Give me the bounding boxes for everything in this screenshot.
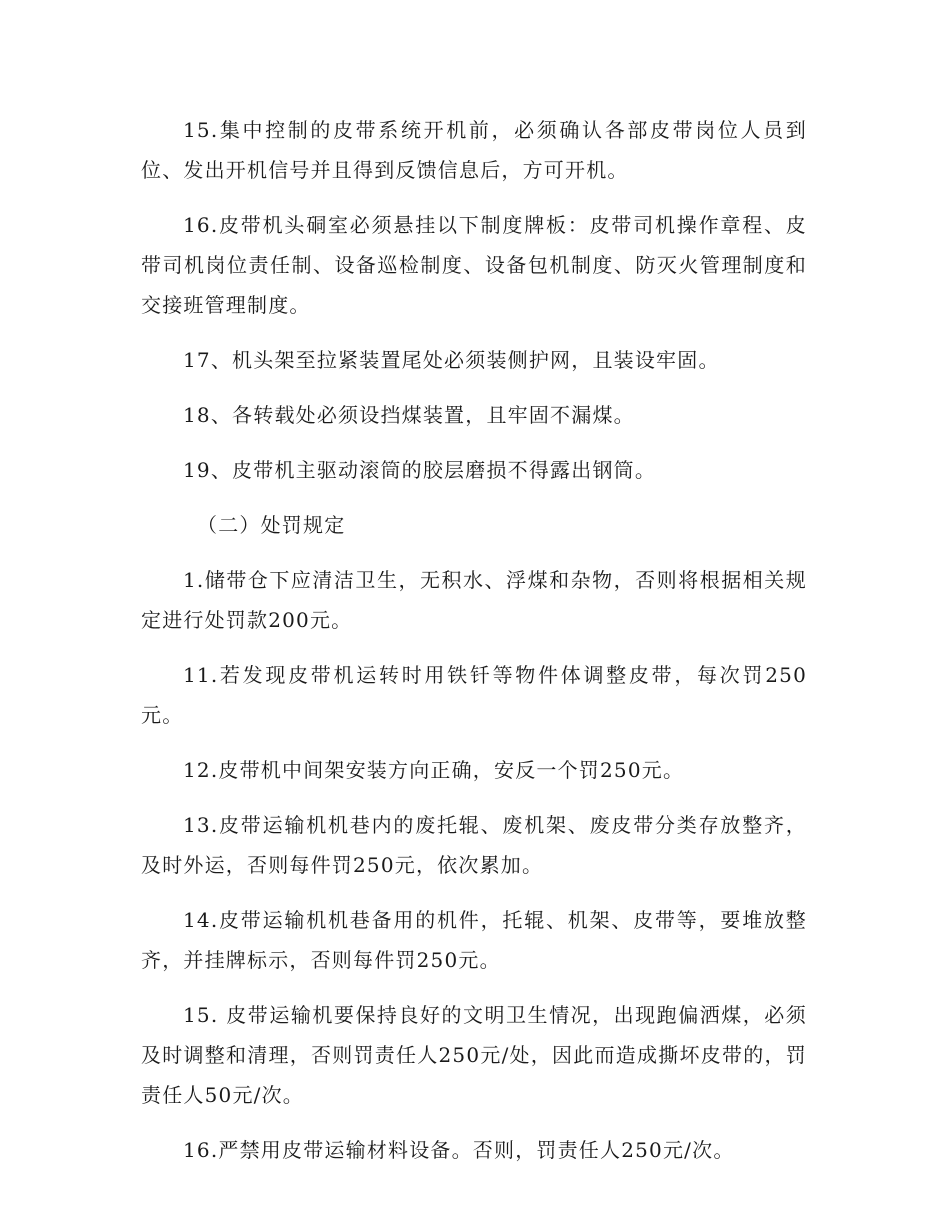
paragraph-penalty-11: 11.若发现皮带机运转时用铁钎等物件体调整皮带，每次罚250元。	[141, 663, 807, 727]
paragraph-penalty-14: 14.皮带运输机机巷备用的机件，托辊、机架、皮带等，要堆放整齐，并挂牌标示，否则每件罚250元。	[141, 908, 807, 972]
paragraph-penalty-16: 16.严禁用皮带运输材料设备。否则，罚责任人250元/次。	[183, 1138, 735, 1162]
paragraph-penalty-15: 15. 皮带运输机要保持良好的文明卫生情况，出现跑偏洒煤，必须及时调整和清理，否则罚责任人250元/处，因此而造成撕坏皮带的，罚责任人50元/次。	[141, 1003, 807, 1107]
section-heading-penalties: （二）处罚规定	[197, 513, 346, 537]
paragraph-item-17: 17、机头架至拉紧装置尾处必须装侧护网，且装设牢固。	[183, 348, 720, 372]
paragraph-penalty-1: 1.储带仓下应清洁卫生，无积水、浮煤和杂物，否则将根据相关规定进行处罚款200元。	[141, 568, 807, 632]
paragraph-penalty-12: 12.皮带机中间架安装方向正确，安反一个罚250元。	[183, 758, 685, 782]
paragraph-item-16: 16.皮带机头硐室必须悬挂以下制度牌板：皮带司机操作章程、皮带司机岗位责任制、设备巡检制度、设备包机制度、防灭火管理制度和交接班管理制度。	[141, 213, 807, 317]
paragraph-item-15: 15.集中控制的皮带系统开机前，必须确认各部皮带岗位人员到位、发出开机信号并且得到反馈信息后，方可开机。	[141, 118, 807, 182]
paragraph-item-18: 18、各转载处必须设挡煤装置，且牢固不漏煤。	[183, 403, 635, 427]
paragraph-penalty-13: 13.皮带运输机机巷内的废托辊、废机架、废皮带分类存放整齐，及时外运，否则每件罚250元，依次累加。	[141, 813, 807, 877]
paragraph-item-19: 19、皮带机主驱动滚筒的胶层磨损不得露出钢筒。	[183, 458, 657, 482]
document-page	[141, 110, 807, 1170]
